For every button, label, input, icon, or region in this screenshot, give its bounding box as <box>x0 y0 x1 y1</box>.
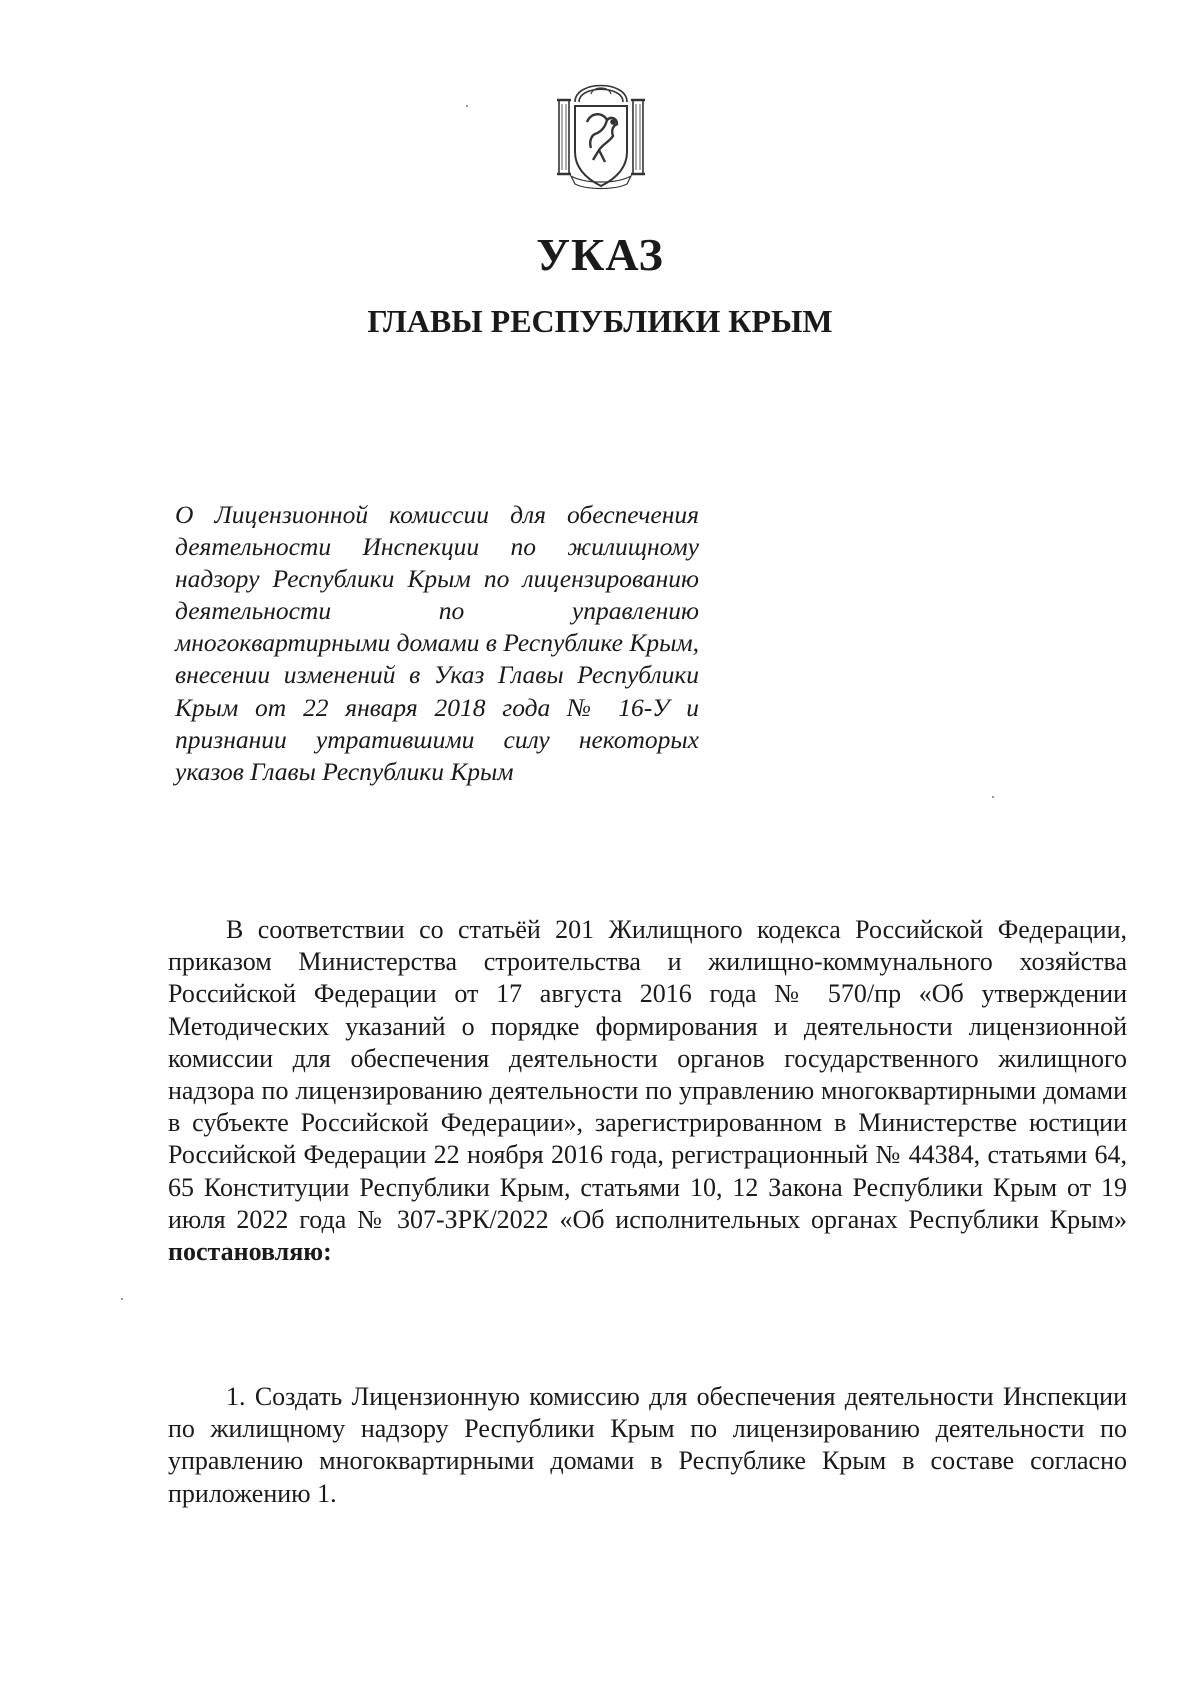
clause-1: 1. Создать Лицензионную комиссию для обеспечения деятельности Инспекции по жилищному надзору Республики Крым по лицензированию деятельности по управлению многоквартирными домами в Республике Крым в составе согласно приложению 1. <box>168 1382 1127 1508</box>
coat-of-arms-icon <box>553 72 649 194</box>
document-title: УКАЗ <box>536 229 664 280</box>
decree-word: постановляю: <box>168 1237 332 1267</box>
decree-subject: О Лицензионной комиссии для обеспечения деятельности Инспекции по жилищному надзору Республики Крым по лицензированию деятельности по управлению многоквартирными домами в Республике Крым, внесении изменений в Указ Главы Республики Крым от 22 января 2018 года № 16-У и признании утратившими силу некоторых указов Главы Республики Крым <box>175 500 699 786</box>
preamble-text: В соответствии со статьёй 201 Жилищного кодекса Российской Федерации, приказом Министерства строительства и жилищно-коммунального хозяйства Российской Федерации от 17 августа 2016 года № 570/пр «Об утверждении Методических указаний о порядке формирования и деятельности лицензионной комиссии для обеспечения деятельности органов государственного жилищного надзора по лицензированию деятельности по управлению многоквартирными домами в субъекте Российской Федерации», зарегистрированном в Министерстве юстиции Российской Федерации 22 ноября 2016 года, регистрационный № 44384, статьями 64, 65 Конституции Республики Крым, статьями 10, 12 Закона Республики Крым от 19 июля 2022 года № 307-ЗРК/2022 «Об исполнительных органах Республики Крым» <box>168 915 1127 1234</box>
document-subtitle: ГЛАВЫ РЕСПУБЛИКИ КРЫМ <box>367 303 833 339</box>
scan-speck <box>466 105 468 107</box>
preamble-paragraph <box>168 914 1127 1268</box>
scan-speck <box>992 796 994 798</box>
scan-speck <box>121 1298 123 1300</box>
